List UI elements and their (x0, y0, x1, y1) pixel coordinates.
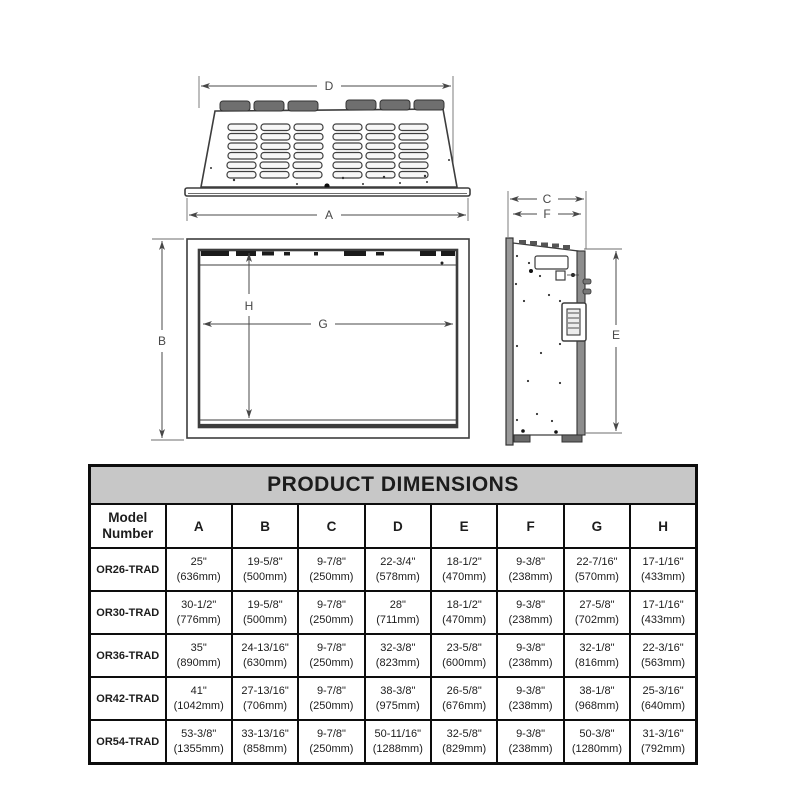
value-mm: (636mm) (176, 570, 221, 583)
dim-cell (564, 677, 630, 720)
value-mm: (702mm) (574, 613, 619, 626)
value-mm: (250mm) (309, 742, 354, 755)
value-in: 22-3/16" (642, 641, 684, 654)
value-mm: (706mm) (243, 699, 288, 712)
value-mm: (829mm) (442, 742, 487, 755)
dimension-E (612, 251, 620, 431)
value-in: 27-13/16" (241, 684, 289, 697)
dim-cell (365, 591, 431, 634)
value-mm: (600mm) (442, 656, 487, 669)
col-header-C: C (298, 504, 364, 548)
table-row (90, 591, 697, 634)
dim-cell (431, 591, 497, 634)
model-cell: OR30-TRAD (90, 591, 166, 634)
value-mm: (1355mm) (173, 742, 224, 755)
value-mm: (578mm) (375, 570, 420, 583)
value-mm: (1288mm) (372, 742, 423, 755)
value-in: 22-3/4" (380, 555, 416, 568)
dim-cell (630, 720, 696, 764)
col-header-D: D (365, 504, 431, 548)
dim-cell (497, 548, 563, 591)
value-mm: (433mm) (641, 570, 686, 583)
dim-cell (166, 634, 232, 677)
value-in: 26-5/8" (446, 684, 482, 697)
value-in: 30-1/2" (181, 598, 217, 611)
value-in: 9-3/8" (516, 727, 546, 740)
dim-cell (497, 634, 563, 677)
dim-cell (630, 591, 696, 634)
value-mm: (816mm) (574, 656, 619, 669)
value-mm: (238mm) (508, 742, 553, 755)
value-in: 32-1/8" (579, 641, 615, 654)
dimension-A (189, 208, 466, 222)
dim-cell (298, 677, 364, 720)
value-mm: (563mm) (641, 656, 686, 669)
dimension-D (201, 79, 451, 93)
value-in: 31-3/16" (642, 727, 684, 740)
dim-cell (298, 720, 364, 764)
value-in: 18-1/2" (446, 555, 482, 568)
dim-cell (232, 720, 298, 764)
table-row (90, 677, 697, 720)
value-mm: (858mm) (243, 742, 288, 755)
col-header-A: A (166, 504, 232, 548)
dim-cell (232, 548, 298, 591)
value-in: 27-5/8" (579, 598, 615, 611)
dim-label-C: C (542, 192, 552, 206)
value-in: 24-13/16" (241, 641, 289, 654)
dim-cell (166, 591, 232, 634)
value-mm: (676mm) (442, 699, 487, 712)
dim-cell (166, 677, 232, 720)
value-mm: (640mm) (641, 699, 686, 712)
value-mm: (250mm) (309, 613, 354, 626)
value-mm: (968mm) (574, 699, 619, 712)
value-in: 32-3/8" (380, 641, 416, 654)
value-mm: (500mm) (243, 570, 288, 583)
dim-cell (232, 634, 298, 677)
model-cell: OR42-TRAD (90, 677, 166, 720)
dim-label-A: A (324, 208, 334, 222)
value-in: 28" (389, 598, 406, 611)
model-cell: OR54-TRAD (90, 720, 166, 764)
value-mm: (792mm) (641, 742, 686, 755)
value-in: 50-3/8" (579, 727, 615, 740)
dim-cell (564, 720, 630, 764)
dim-label-B: B (157, 334, 167, 348)
value-mm: (1042mm) (173, 699, 224, 712)
value-in: 9-3/8" (516, 598, 546, 611)
dimension-B (158, 241, 166, 438)
value-mm: (470mm) (442, 613, 487, 626)
product-dimensions-table (88, 464, 698, 765)
value-in: 17-1/16" (642, 598, 684, 611)
value-mm: (238mm) (508, 656, 553, 669)
value-in: 19-5/8" (247, 598, 283, 611)
value-mm: (1280mm) (571, 742, 622, 755)
dim-cell (298, 634, 364, 677)
dim-label-E: E (611, 328, 621, 342)
value-in: 32-5/8" (446, 727, 482, 740)
model-number-header: Model Number (90, 504, 166, 548)
dim-label-H: H (244, 299, 254, 313)
value-in: 38-1/8" (579, 684, 615, 697)
table-row (90, 634, 697, 677)
col-header-E: E (431, 504, 497, 548)
dim-cell (431, 677, 497, 720)
value-mm: (238mm) (508, 699, 553, 712)
value-mm: (570mm) (574, 570, 619, 583)
side-view (506, 191, 622, 445)
value-in: 33-13/16" (241, 727, 289, 740)
front-view (151, 239, 469, 440)
value-in: 38-3/8" (380, 684, 416, 697)
value-mm: (470mm) (442, 570, 487, 583)
dim-cell (232, 591, 298, 634)
dim-label-G: G (318, 317, 328, 331)
dimension-C (510, 192, 584, 206)
value-mm: (823mm) (375, 656, 420, 669)
dim-cell (365, 634, 431, 677)
value-mm: (238mm) (508, 613, 553, 626)
col-header-H: H (630, 504, 696, 548)
value-mm: (433mm) (641, 613, 686, 626)
value-in: 9-7/8" (316, 641, 346, 654)
model-cell: OR36-TRAD (90, 634, 166, 677)
value-mm: (630mm) (243, 656, 288, 669)
col-header-B: B (232, 504, 298, 548)
value-in: 9-7/8" (316, 555, 346, 568)
model-cell: OR26-TRAD (90, 548, 166, 591)
dim-cell (298, 591, 364, 634)
value-in: 19-5/8" (247, 555, 283, 568)
dim-label-F: F (543, 207, 551, 221)
value-in: 53-3/8" (181, 727, 217, 740)
dim-label-D: D (324, 79, 334, 93)
value-in: 9-7/8" (316, 598, 346, 611)
dim-cell (298, 548, 364, 591)
top-view-hood (185, 76, 470, 222)
table-title: PRODUCT DIMENSIONS (90, 466, 697, 505)
table-header-row (90, 504, 697, 548)
value-in: 35" (190, 641, 207, 654)
dim-cell (365, 548, 431, 591)
table-title-row (90, 466, 697, 505)
value-in: 23-5/8" (446, 641, 482, 654)
value-mm: (890mm) (176, 656, 221, 669)
value-in: 25" (190, 555, 207, 568)
dim-cell (497, 591, 563, 634)
dim-cell (365, 720, 431, 764)
value-in: 9-3/8" (516, 684, 546, 697)
col-header-G: G (564, 504, 630, 548)
dim-cell (564, 548, 630, 591)
dim-cell (166, 548, 232, 591)
value-mm: (250mm) (309, 656, 354, 669)
value-in: 9-3/8" (516, 641, 546, 654)
value-mm: (776mm) (176, 613, 221, 626)
table-row (90, 720, 697, 764)
value-in: 22-7/16" (576, 555, 618, 568)
value-in: 41" (190, 684, 207, 697)
value-in: 50-11/16" (374, 727, 422, 740)
value-in: 18-1/2" (446, 598, 482, 611)
dim-cell (497, 720, 563, 764)
junction-box (559, 300, 586, 345)
dim-cell (431, 548, 497, 591)
dim-cell (630, 634, 696, 677)
value-mm: (500mm) (243, 613, 288, 626)
value-in: 17-1/16" (642, 555, 684, 568)
value-mm: (975mm) (375, 699, 420, 712)
value-in: 9-3/8" (516, 555, 546, 568)
value-in: 25-3/16" (642, 684, 684, 697)
dim-cell (630, 548, 696, 591)
value-in: 9-7/8" (316, 684, 346, 697)
value-mm: (711mm) (376, 613, 420, 626)
dim-cell (630, 677, 696, 720)
col-header-F: F (497, 504, 563, 548)
dim-cell (497, 677, 563, 720)
dim-cell (564, 634, 630, 677)
dim-cell (431, 634, 497, 677)
table-row (90, 548, 697, 591)
dim-cell (365, 677, 431, 720)
value-mm: (250mm) (309, 570, 354, 583)
dimension-F (513, 207, 581, 221)
dim-cell (232, 677, 298, 720)
value-in: 9-7/8" (316, 727, 346, 740)
value-mm: (250mm) (309, 699, 354, 712)
value-mm: (238mm) (508, 570, 553, 583)
dim-cell (431, 720, 497, 764)
dim-cell (564, 591, 630, 634)
dim-cell (166, 720, 232, 764)
